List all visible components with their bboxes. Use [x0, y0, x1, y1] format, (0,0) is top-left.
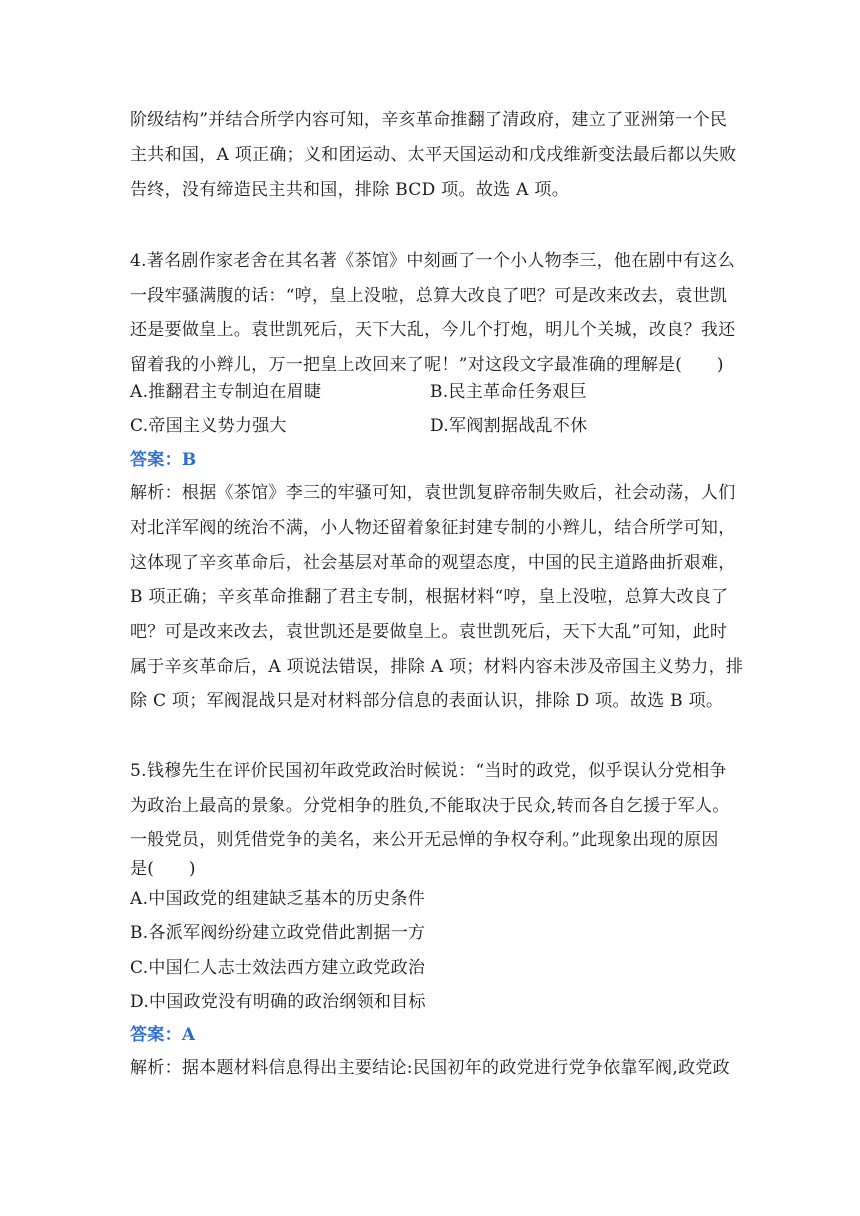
q4-analysis-line: 对北洋军阀的统治不满，小人物还留着象征封建专制的小辫儿，结合所学可知， [130, 518, 736, 538]
q4-stem-line: 4.著名剧作家老舍在其名著《茶馆》中刻画了一个小人物李三，他在剧中有这么 [130, 251, 736, 271]
q4-option-b: B.民主革命任务艰巨 [430, 382, 587, 402]
intro-line: 告终，没有缔造民主共和国，排除 BCD 项。故选 A 项。 [130, 180, 570, 200]
q4-option-c: C.帝国主义势力强大 [130, 416, 287, 436]
q5-option-b: B.各派军阀纷纷建立政党借此割据一方 [130, 923, 426, 943]
intro-line: 阶级结构”并结合所学内容可知，辛亥革命推翻了清政府，建立了亚洲第一个民 [130, 110, 728, 130]
intro-line: 主共和国，A 项正确；义和团运动、太平天国运动和戊戌维新变法最后都以失败 [130, 145, 737, 165]
q5-answer: 答案：A [130, 1025, 196, 1045]
q4-stem-line: 留着我的小辫儿，万一把皇上改回来了呢！”对这段文字最准确的理解是( ) [130, 355, 724, 375]
q5-option-a: A.中国政党的组建缺乏基本的历史条件 [130, 889, 426, 909]
q4-analysis-line: 除 C 项；军阀混战只是对材料部分信息的表面认识，排除 D 项。故选 B 项。 [130, 691, 724, 711]
q4-analysis-line: 这体现了辛亥革命后，社会基层对革命的观望态度，中国的民主道路曲折艰难， [130, 553, 736, 573]
q4-option-a: A.推翻君主专制迫在眉睫 [130, 382, 322, 402]
q4-stem-line: 一段牢骚满腹的话：“哼，皇上没啦，总算大改良了吧？可是改来改去，袁世凯 [130, 286, 728, 306]
q5-option-c: C.中国仁人志士效法西方建立政党政治 [130, 958, 426, 978]
q4-analysis-line: 解析：根据《茶馆》李三的牢骚可知，袁世凯复辟帝制失败后，社会动荡，人们 [130, 483, 736, 503]
q4-analysis-line: B 项正确；辛亥革命推翻了君主专制，根据材料“哼，皇上没啦，总算大改良了 [130, 587, 729, 607]
q4-answer: 答案：B [130, 450, 197, 470]
q4-analysis-line: 吧？可是改来改去，袁世凯还是要做皇上。袁世凯死后，天下大乱”可知，此时 [130, 622, 728, 642]
q5-stem-line: 5.钱穆先生在评价民国初年政党政治时候说：“当时的政党，似乎误认分党相争 [130, 761, 727, 781]
q5-stem-line: 为政治上最高的景象。分党相争的胜负,不能取决于民众,转而各自乞援于军人。 [130, 796, 730, 816]
q5-option-d: D.中国政党没有明确的政治纲领和目标 [130, 992, 426, 1012]
q5-stem-line: 是( ) [130, 859, 196, 879]
q4-analysis-line: 属于辛亥革命后，A 项说法错误，排除 A 项；材料内容未涉及帝国主义势力，排 [130, 657, 744, 677]
q5-analysis-line: 解析：据本题材料信息得出主要结论:民国初年的政党进行党争依靠军阀,政党政 [130, 1058, 730, 1078]
q5-stem-line: 一般党员，则凭借党争的美名，来公开无忌惮的争权夺利。”此现象出现的原因 [130, 830, 719, 850]
q4-stem-line: 还是要做皇上。袁世凯死后，天下大乱，今儿个打炮，明儿个关城，改良？我还 [130, 320, 736, 340]
q4-option-d: D.军阀割据战乱不休 [430, 416, 588, 436]
